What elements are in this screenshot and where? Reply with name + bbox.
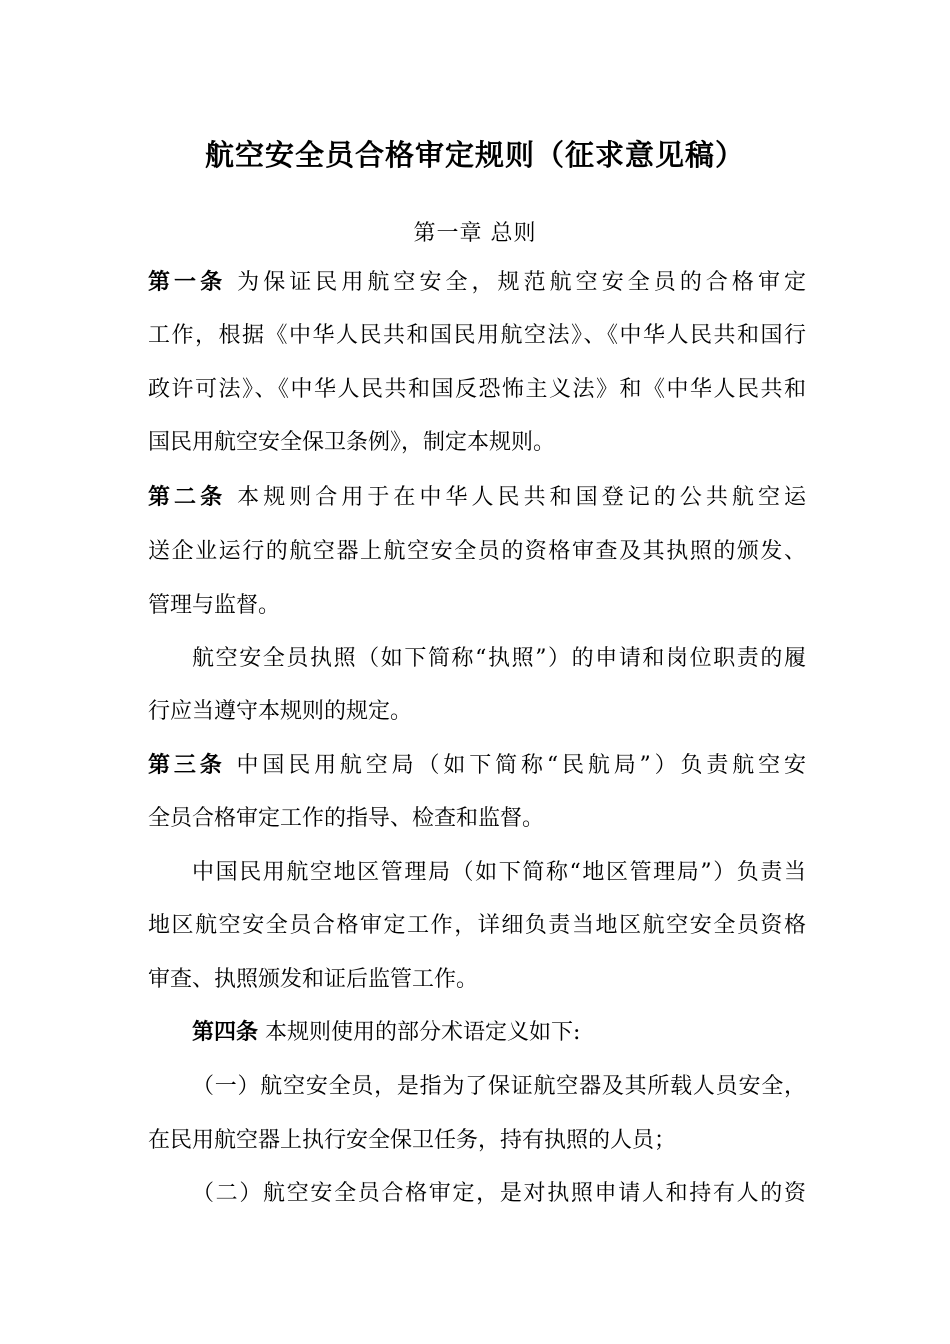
article-4-line-1: 第四条 本规则使用的部分术语定义如下: (192, 1020, 581, 1045)
article-1-line-2: 工作，根据《中华人民共和国民用航空法》、《中华人民共和国行 (148, 323, 806, 348)
article-3-para-2-line-2: 地区航空安全员合格审定工作，详细负责当地区航空安全员资格 (148, 913, 806, 938)
article-3-para-2-line-3: 审查、执照颁发和证后监管工作。 (148, 967, 479, 992)
article-4-heading: 第四条 (192, 1020, 259, 1045)
article-2-line-3: 管理与监督。 (148, 593, 281, 618)
article-4-item-2-line-1: （二）航空安全员合格审定，是对执照申请人和持有人的资 (192, 1181, 806, 1206)
article-1-line-4: 国民用航空安全保卫条例》，制定本规则。 (148, 430, 556, 455)
article-1-line-3: 政许可法》、《中华人民共和国反恐怖主义法》和《中华人民共和 (148, 377, 806, 402)
article-4-item-1-line-1: （一）航空安全员，是指为了保证航空器及其所载人员安全， (192, 1074, 806, 1099)
article-3-para-2-line-1: 中国民用航空地区管理局（如下简称“地区管理局”）负责当 (192, 860, 806, 885)
article-2-para-2-line-2: 行应当遵守本规则的规定。 (148, 699, 413, 724)
article-2-heading: 第二条 (148, 485, 227, 510)
chapter-heading: 第一章 总则 (413, 221, 537, 246)
document-title: 航空安全员合格审定规则（征求意见稿） (204, 138, 745, 172)
article-3-line-1: 第三条 中国民用航空局（如下简称“民航局”）负责航空安 (148, 753, 806, 778)
article-3-line-2: 全员合格审定工作的指导、检查和监督。 (148, 806, 545, 831)
article-4-item-1-line-2: 在民用航空器上执行安全保卫任务，持有执照的人员； (148, 1128, 677, 1153)
article-2-line-1: 第二条 本规则合用于在中华人民共和国登记的公共航空运 (148, 485, 806, 510)
article-2-para-2-line-1: 航空安全员执照（如下简称“执照”）的申请和岗位职责的履 (192, 646, 806, 671)
article-1-heading: 第一条 (148, 270, 227, 295)
article-2-line-2: 送企业运行的航空器上航空安全员的资格审查及其执照的颁发、 (148, 539, 806, 564)
article-3-heading: 第三条 (148, 753, 226, 778)
article-1-line-1: 第一条 为保证民用航空安全，规范航空安全员的合格审定 (148, 270, 806, 295)
